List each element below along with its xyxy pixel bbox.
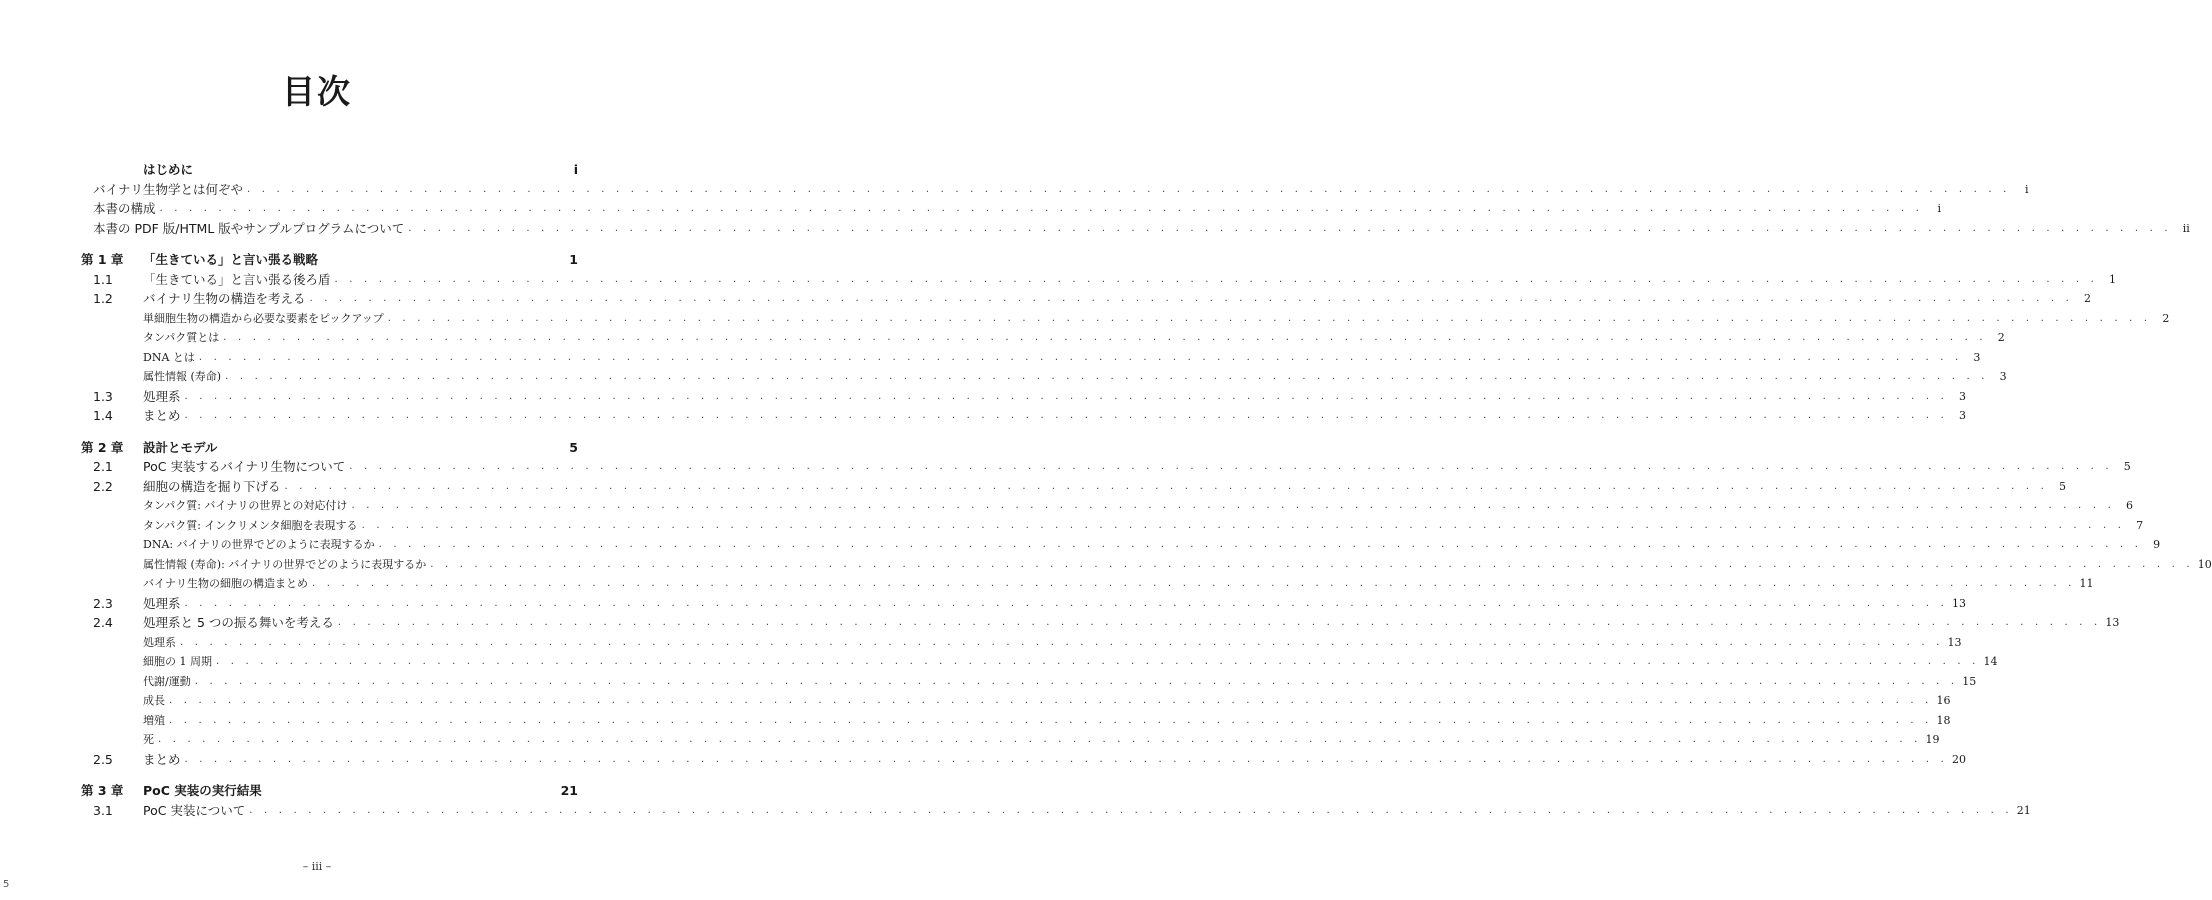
toc-entry-label: PoC 実装するバイナリ生物について	[143, 459, 346, 474]
toc-entry[interactable]	[81, 289, 2092, 309]
toc-entry-page: 14	[1983, 655, 1998, 668]
toc-entry-label: 本書の PDF 版/HTML 版やサンプルプログラムについて	[93, 220, 405, 236]
toc-entry[interactable]	[81, 555, 2212, 575]
toc-entry-page: 7	[2136, 518, 2144, 532]
toc-entry-number: 1.4	[93, 408, 113, 423]
toc-entry-label: 死	[143, 733, 154, 746]
toc-dot-leader: . . . . . . . . . . . . . . . . . . . . . . . . . . . . . . . . . . . . . . . . . . . . . . . . . . . . . . . . . . . . . . . . . . . . . . . . . . . . . . . . . . . . . . . . . . . . . . . . . . . . . . . . . . . . . . . . . . . . . . . .	[184, 597, 1949, 609]
toc-entry-label: 代謝/運動	[143, 674, 191, 688]
toc-dot-leader: . . . . . . . . . . . . . . . . . . . . . . . . . . . . . . . . . . . . . . . . . . . . . . . . . . . . . . . . . . . . . . . . . . . . . . . . . . . . . . . . . . . . . . . . . . . . . . . . . . . . . . . . . . . . . . . . . . . . . . . .	[309, 293, 2074, 304]
toc-entry[interactable]	[81, 477, 2067, 497]
toc-entry-number: 第 2 章	[81, 439, 124, 455]
toc-entry-number: 3.1	[93, 802, 113, 818]
toc-entry[interactable]	[81, 750, 1967, 770]
toc-entry-page: 13	[2105, 616, 2120, 629]
toc-dot-leader: . . . . . . . . . . . . . . . . . . . . . . . . . . . . . . . . . . . . . . . . . . . . . . . . . . . . . . . . . . . . . . . . . . . . . . . . . . . . . . . . . . . . . . . . . . . . . . . . . . . . . . . . . . . . . . . . . . . . . . . .	[194, 675, 1959, 687]
toc-entry[interactable]	[81, 367, 2007, 387]
toc-entry-label: タンパク質とは	[143, 331, 220, 344]
toc-dot-leader: . . . . . . . . . . . . . . . . . . . . . . . . . . . . . . . . . . . . . . . . . . . . . . . . . . . . . . . . . . . . . . . . . . . . . . . . . . . . . . . . . . . . . . . . . . . . . . . . . . . . . . . . . . . . . . . . . . . . . . . .	[180, 636, 1944, 648]
toc-dot-leader: . . . . . . . . . . . . . . . . . . . . . . . . . . . . . . . . . . . . . . . . . . . . . . . . . . . . . . . . . . . . . . . . . . . . . . . . . . . . . . . . . . . . . . . . . . . . . . . . . . . . . . . . . . . . . . . . . . . . . . . .	[184, 753, 1949, 765]
toc-entry-page: 1	[2109, 272, 2117, 286]
toc-entry-page: 3	[1959, 409, 1967, 422]
toc-entry-page: ii	[2182, 221, 2190, 235]
toc-entry-page: 3	[1999, 370, 2007, 383]
toc-entry-page: 20	[1952, 752, 1967, 766]
toc-dot-leader: . . . . . . . . . . . . . . . . . . . . . . . . . . . . . . . . . . . . . . . . . . . . . . . . . . . . . . . . . . . . . . . . . . . . . . . . . . . . . . . . . . . . . . . . . . . . . . . . . . . . . . . . . . . . . . . . . . . . . . . .	[361, 519, 2126, 531]
toc-entry[interactable]	[81, 711, 1951, 731]
toc-entry-label: DNA とは	[143, 350, 195, 364]
toc-entry-label: はじめに	[143, 162, 194, 177]
toc-entry-page: 21	[2016, 803, 2031, 817]
toc-entry[interactable]	[81, 672, 1977, 692]
toc-dot-leader: . . . . . . . . . . . . . . . . . . . . . . . . . . . . . . . . . . . . . . . . . . . . . . . . . . . . . . . . . . . . . . . . . . . . . . . . . . . . . . . . . . . . . . . . . . . . . . . . . . . . . . . . . . . . . . . . . . . . . . . .	[337, 617, 2102, 628]
toc-entry-page: 6	[2125, 499, 2133, 512]
toc-entry-page: 19	[1925, 733, 1940, 746]
toc-dot-leader: . . . . . . . . . . . . . . . . . . . . . . . . . . . . . . . . . . . . . . . . . . . . . . . . . . . . . . . . . . . . . . . . . . . . . . . . . . . . . . . . . . . . . . . . . . . . . . . . . . . . . . . . . . . . . . . . . . . . . . . .	[169, 714, 1933, 726]
toc-entry-page: 2	[2162, 311, 2170, 325]
toc-entry-label: タンパク質: インクリメンタ細胞を表現する	[143, 518, 358, 532]
toc-dot-leader: . . . . . . . . . . . . . . . . . . . . . . . . . . . . . . . . . . . . . . . . . . . . . . . . . . . . . . . . . . . . . . . . . . . . . . . . . . . . . . . . . . . . . . . . . . . . . . . . . . . . . . . . . . . . . . . . . . . . . . . .	[225, 371, 1989, 382]
toc-entry-label: 増殖	[143, 713, 165, 727]
toc-entry-label: 単細胞生物の構造から必要な要素をピックアップ	[143, 311, 384, 325]
toc-entry-label: 成長	[143, 694, 165, 707]
toc-dot-leader: . . . . . . . . . . . . . . . . . . . . . . . . . . . . . . . . . . . . . . . . . . . . . . . . . . . . . . . . . . . . . . . . . . . . . . . . . . . . . . . . . . . . . . . . . . . . . . . . . . . . . . . . . . . . . . . . . . . . . . . .	[408, 222, 2172, 234]
toc-entry[interactable]	[81, 199, 1942, 219]
toc-dot-leader: . . . . . . . . . . . . . . . . . . . . . . . . . . . . . . . . . . . . . . . . . . . . . . . . . . . . . . . . . . . . . . . . . . . . . . . . . . . . . . . . . . . . . . . . . . . . . . . . . . . . . . . . . . . . . . . . . . . . . . . .	[430, 558, 2194, 570]
toc-entry-page: 5	[569, 439, 578, 455]
toc-entry[interactable]	[81, 594, 1967, 614]
toc-entry-number: 1.2	[93, 291, 113, 306]
toc-entry-label: 設計とモデル	[143, 439, 218, 455]
toc-entry[interactable]	[81, 516, 2144, 536]
toc-entry-page: 13	[1947, 635, 1962, 649]
toc-entry-number: 2.2	[93, 478, 113, 494]
table-of-contents	[81, 160, 2212, 820]
toc-entry-label: PoC 実装の実行結果	[143, 783, 262, 798]
toc-entry-label: DNA: バイナリの世界でどのように表現するか	[143, 538, 375, 551]
page-corner-number: 5	[3, 879, 10, 890]
toc-dot-leader: . . . . . . . . . . . . . . . . . . . . . . . . . . . . . . . . . . . . . . . . . . . . . . . . . . . . . . . . . . . . . . . . . . . . . . . . . . . . . . . . . . . . . . . . . . . . . . . . . . . . . . . . . . . . . . . . . . . . . . . .	[247, 183, 2011, 195]
toc-entry-number: 第 3 章	[81, 783, 124, 798]
toc-entry-number: 1.3	[93, 388, 113, 404]
toc-entry-label: 「生きている」と言い張る戦略	[143, 252, 319, 267]
toc-entry[interactable]	[81, 457, 2131, 477]
toc-entry-page: i	[1937, 202, 1942, 215]
toc-entry[interactable]	[81, 496, 2133, 516]
toc-entry-number: 2.4	[93, 615, 113, 630]
toc-entry-page: 3	[1973, 350, 1981, 364]
toc-entry-page: 5	[2123, 460, 2131, 473]
toc-entry-label: 本書の構成	[93, 201, 156, 216]
toc-entry-page: 1	[569, 252, 578, 267]
toc-entry-label: 「生きている」と言い張る後ろ盾	[143, 271, 331, 287]
toc-entry[interactable]	[81, 574, 2094, 594]
toc-entry[interactable]	[81, 438, 578, 458]
toc-entry-label: 細胞の 1 周期	[143, 655, 212, 668]
toc-entry[interactable]	[81, 387, 1967, 407]
toc-entry-label: 属性情報 (寿命)	[143, 370, 222, 383]
toc-entry-label: 処理系と 5 つの振る舞いを考える	[143, 615, 334, 630]
toc-entry-page: 10	[2197, 557, 2212, 571]
toc-dot-leader: . . . . . . . . . . . . . . . . . . . . . . . . . . . . . . . . . . . . . . . . . . . . . . . . . . . . . . . . . . . . . . . . . . . . . . . . . . . . . . . . . . . . . . . . . . . . . . . . . . . . . . . . . . . . . . . . . . . . . . . .	[198, 351, 1963, 363]
toc-entry[interactable]	[81, 781, 578, 801]
toc-entry-label: バイナリ生物の構造を考える	[143, 291, 306, 306]
toc-dot-leader: . . . . . . . . . . . . . . . . . . . . . . . . . . . . . . . . . . . . . . . . . . . . . . . . . . . . . . . . . . . . . . . . . . . . . . . . . . . . . . . . . . . . . . . . . . . . . . . . . . . . . . . . . . . . . . . . . . . . . . . .	[349, 461, 2113, 472]
page-title: 目次	[282, 72, 352, 111]
toc-entry-label: まとめ	[143, 751, 181, 767]
toc-entry-page: 11	[2079, 577, 2094, 590]
toc-entry-page: 15	[1962, 674, 1977, 688]
toc-dot-leader: . . . . . . . . . . . . . . . . . . . . . . . . . . . . . . . . . . . . . . . . . . . . . . . . . . . . . . . . . . . . . . . . . . . . . . . . . . . . . . . . . . . . . . . . . . . . . . . . . . . . . . . . . . . . . . . . . . . . . . . .	[351, 500, 2115, 511]
toc-entry-page: 2	[1997, 331, 2005, 344]
toc-entry-page: 18	[1936, 713, 1951, 727]
toc-entry-page: 21	[560, 783, 578, 798]
toc-entry-number: 第 1 章	[81, 252, 124, 267]
toc-entry[interactable]	[81, 535, 2161, 555]
toc-entry-number: 2.1	[93, 459, 113, 474]
toc-entry-label: 処理系	[143, 388, 181, 404]
toc-entry-label: バイナリ生物学とは何ぞや	[93, 181, 244, 197]
toc-entry-label: バイナリ生物の細胞の構造まとめ	[143, 577, 308, 590]
page-footer: – iii –	[302, 860, 332, 873]
toc-entry[interactable]	[81, 730, 1940, 750]
toc-dot-leader: . . . . . . . . . . . . . . . . . . . . . . . . . . . . . . . . . . . . . . . . . . . . . . . . . . . . . . . . . . . . . . . . . . . . . . . . . . . . . . . . . . . . . . . . . . . . . . . . . . . . . . . . . . . . . . . . . . . . . . . .	[312, 578, 2076, 589]
toc-entry-page: 9	[2153, 538, 2161, 551]
toc-entry-label: 処理系	[143, 595, 181, 611]
toc-dot-leader: . . . . . . . . . . . . . . . . . . . . . . . . . . . . . . . . . . . . . . . . . . . . . . . . . . . . . . . . . . . . . . . . . . . . . . . . . . . . . . . . . . . . . . . . . . . . . . . . . . . . . . . . . . . . . . . . . . . . . . . .	[249, 804, 2013, 816]
toc-dot-leader: . . . . . . . . . . . . . . . . . . . . . . . . . . . . . . . . . . . . . . . . . . . . . . . . . . . . . . . . . . . . . . . . . . . . . . . . . . . . . . . . . . . . . . . . . . . . . . . . . . . . . . . . . . . . . . . . . . . . . . . .	[378, 539, 2143, 550]
toc-entry[interactable]	[81, 348, 1981, 368]
toc-entry-page: i	[573, 162, 578, 177]
toc-entry-number: 1.1	[93, 271, 113, 287]
toc-entry-page: i	[2025, 182, 2029, 196]
toc-dot-leader: . . . . . . . . . . . . . . . . . . . . . . . . . . . . . . . . . . . . . . . . . . . . . . . . . . . . . . . . . . . . . . . . . . . . . . . . . . . . . . . . . . . . . . . . . . . . . . . . . . . . . . . . . . . . . . . . . . . . . . . .	[284, 480, 2049, 492]
toc-entry[interactable]	[81, 309, 2170, 329]
toc-dot-leader: . . . . . . . . . . . . . . . . . . . . . . . . . . . . . . . . . . . . . . . . . . . . . . . . . . . . . . . . . . . . . . . . . . . . . . . . . . . . . . . . . . . . . . . . . . . . . . . . . . . . . . . . . . . . . . . . . . . . . . . .	[169, 695, 1933, 706]
toc-entry[interactable]	[81, 406, 1967, 426]
toc-dot-leader: . . . . . . . . . . . . . . . . . . . . . . . . . . . . . . . . . . . . . . . . . . . . . . . . . . . . . . . . . . . . . . . . . . . . . . . . . . . . . . . . . . . . . . . . . . . . . . . . . . . . . . . . . . . . . . . . . . . . . . . .	[216, 656, 1980, 667]
toc-entry[interactable]	[81, 219, 2190, 239]
toc-dot-leader: . . . . . . . . . . . . . . . . . . . . . . . . . . . . . . . . . . . . . . . . . . . . . . . . . . . . . . . . . . . . . . . . . . . . . . . . . . . . . . . . . . . . . . . . . . . . . . . . . . . . . . . . . . . . . . . . . . . . . . . .	[158, 734, 1922, 745]
toc-entry[interactable]	[81, 652, 1998, 672]
toc-entry-label: 属性情報 (寿命): バイナリの世界でどのように表現するか	[143, 557, 427, 571]
toc-dot-leader: . . . . . . . . . . . . . . . . . . . . . . . . . . . . . . . . . . . . . . . . . . . . . . . . . . . . . . . . . . . . . . . . . . . . . . . . . . . . . . . . . . . . . . . . . . . . . . . . . . . . . . . . . . . . . . . . . . . . . . . .	[223, 332, 1987, 343]
toc-dot-leader: . . . . . . . . . . . . . . . . . . . . . . . . . . . . . . . . . . . . . . . . . . . . . . . . . . . . . . . . . . . . . . . . . . . . . . . . . . . . . . . . . . . . . . . . . . . . . . . . . . . . . . . . . . . . . . . . . . . . . . . .	[387, 312, 2152, 324]
toc-entry[interactable]	[81, 328, 2005, 348]
toc-dot-leader: . . . . . . . . . . . . . . . . . . . . . . . . . . . . . . . . . . . . . . . . . . . . . . . . . . . . . . . . . . . . . . . . . . . . . . . . . . . . . . . . . . . . . . . . . . . . . . . . . . . . . . . . . . . . . . . . . . . . . . . .	[159, 203, 1924, 214]
toc-entry-number: 2.3	[93, 595, 113, 611]
toc-entry-label: タンパク質: バイナリの世界との対応付け	[143, 499, 348, 512]
toc-entry[interactable]	[81, 270, 2117, 290]
toc-entry[interactable]	[81, 160, 578, 180]
toc-entry-page: 3	[1959, 389, 1967, 403]
toc-entry[interactable]	[81, 613, 2120, 633]
toc-entry-label: PoC 実装について	[143, 802, 246, 818]
toc-entry-number: 2.5	[93, 751, 113, 767]
toc-dot-leader: . . . . . . . . . . . . . . . . . . . . . . . . . . . . . . . . . . . . . . . . . . . . . . . . . . . . . . . . . . . . . . . . . . . . . . . . . . . . . . . . . . . . . . . . . . . . . . . . . . . . . . . . . . . . . . . . . . . . . . . .	[334, 273, 2099, 285]
toc-entry-label: 細胞の構造を掘り下げる	[143, 478, 281, 494]
toc-entry-label: 処理系	[143, 635, 176, 649]
toc-entry-page: 5	[2059, 479, 2067, 493]
toc-entry-page: 16	[1936, 694, 1951, 707]
toc-entry[interactable]	[81, 633, 1962, 653]
toc-dot-leader: . . . . . . . . . . . . . . . . . . . . . . . . . . . . . . . . . . . . . . . . . . . . . . . . . . . . . . . . . . . . . . . . . . . . . . . . . . . . . . . . . . . . . . . . . . . . . . . . . . . . . . . . . . . . . . . . . . . . . . . .	[184, 410, 1949, 421]
toc-entry-page: 13	[1952, 596, 1967, 610]
toc-entry[interactable]	[81, 801, 2031, 821]
toc-entry-label: まとめ	[143, 408, 181, 423]
toc-entry[interactable]	[81, 180, 2029, 200]
toc-entry-page: 2	[2084, 292, 2092, 305]
toc-entry[interactable]	[81, 691, 1951, 711]
toc-dot-leader: . . . . . . . . . . . . . . . . . . . . . . . . . . . . . . . . . . . . . . . . . . . . . . . . . . . . . . . . . . . . . . . . . . . . . . . . . . . . . . . . . . . . . . . . . . . . . . . . . . . . . . . . . . . . . . . . . . . . . . . .	[184, 390, 1949, 402]
toc-entry[interactable]	[81, 250, 578, 270]
